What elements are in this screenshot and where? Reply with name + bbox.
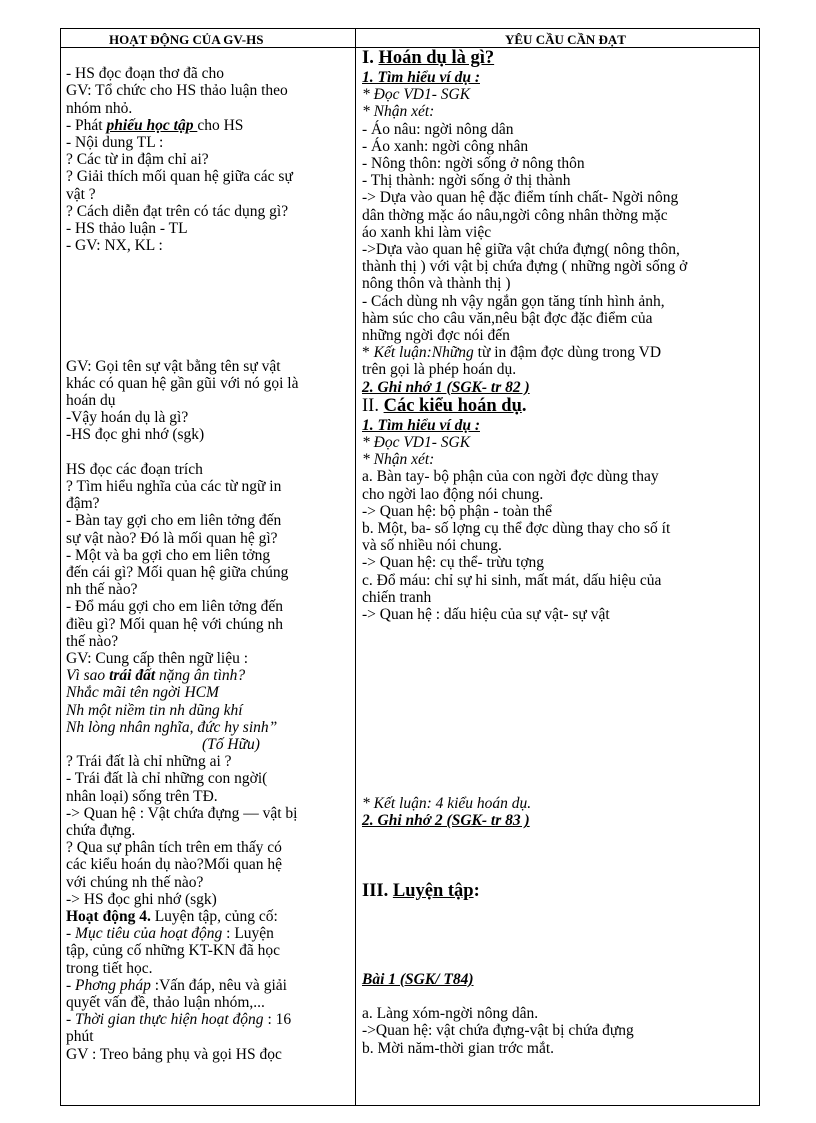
text-line: những ngời đợc nói đến (362, 327, 510, 345)
text-line: GV: Gọi tên sự vật bằng tên sự vật (66, 357, 281, 375)
text-line: đến cái gì? Mối quan hệ giữa chúng (66, 563, 289, 581)
poem-line: Nhắc mãi tên ngời HCM (66, 684, 219, 702)
text-line: - Một và ba gợi cho em liên tởng (66, 546, 271, 564)
text-line: - Phơng pháp :Vấn đáp, nêu và giải (66, 976, 287, 994)
text-line: ? Cách diễn đạt trên có tác dụng gì? (66, 202, 289, 220)
text-line: ->Dựa vào quan hệ giữa vật chứa đựng( nông thôn, (362, 241, 680, 259)
text-line: điều gì? Mối quan hệ với chúng nh (66, 615, 283, 633)
text-line: - Cách dùng nh vậy ngắn gọn tăng tính hình ảnh, (362, 292, 665, 310)
text-line: áo xanh khi làm việc (362, 223, 492, 241)
text-line: hàm súc cho câu văn,nêu bật đợc đặc điểm của (362, 309, 653, 327)
text-line: trong tiết học. (66, 959, 153, 977)
text-line: * Kết luận:Những từ in đậm đợc dùng trong VD (362, 344, 662, 362)
text-line: sự vật nào? Đó là mối quan hệ gì? (66, 529, 278, 547)
text-line: b. Mời năm-thời gian trớc mắt. (362, 1039, 555, 1057)
subheading: 1. Tìm hiểu ví dụ : (362, 416, 480, 434)
text-line: - GV: NX, KL : (66, 237, 163, 255)
subheading: 1. Tìm hiểu ví dụ : (362, 69, 480, 86)
poem-author: (Tố Hữu) (202, 736, 260, 753)
text-line: tập, củng cố những KT-KN đã học (66, 942, 281, 960)
text-line: -> Quan hệ: bộ phận - toàn thể (362, 502, 552, 520)
text-line: -> Quan hệ: cụ thể- trừu tợng (362, 554, 545, 572)
text-line: b. Một, ba- số lợng cụ thể đợc dùng thay cho số ít (362, 520, 671, 538)
text-line: -> HS đọc ghi nhớ (sgk) (66, 890, 217, 908)
text-line: các kiểu hoán dụ nào?Mối quan hệ (66, 856, 283, 874)
text-line: đậm? (66, 495, 100, 513)
text-line: khác có quan hệ gần gũi với nó gọi là (66, 374, 299, 392)
memo-heading: 2. Ghi nhớ 2 (SGK- tr 83 ) (362, 812, 530, 830)
text-line: GV : Treo bảng phụ và gọi HS đọc (66, 1045, 282, 1063)
text-line: thế nào? (66, 632, 119, 650)
text-line: thành thị ) với vật bị chứa đựng ( những ngời sống ở (362, 258, 688, 276)
text-line: - HS thảo luận - TL (66, 220, 188, 238)
text-line: vật ? (66, 185, 96, 203)
text-line: - Thị thành: ngời sống ở thị thành (362, 172, 571, 190)
text-line: a. Làng xóm-ngời nông dân. (362, 1005, 539, 1023)
text-line: và số nhiều nói chung. (362, 537, 502, 555)
requirements-column (362, 48, 757, 1057)
text-line: ? Trái đất là chỉ những ai ? (66, 753, 232, 771)
text-line: dân thờng mặc áo nâu,ngời công nhân thờng mặc (362, 206, 668, 224)
text-line: - Áo nâu: ngời nông dân (362, 120, 514, 138)
section-heading-2: II. Các kiểu hoán dụ. (362, 395, 527, 416)
text-line: a. Bàn tay- bộ phận của con ngời đợc dùng thay (362, 468, 659, 486)
text-line: nhóm nhỏ. (66, 99, 133, 117)
text-line: nhân loại) sống trên TĐ. (66, 787, 218, 805)
worksheet-term: phiếu học tập (106, 116, 198, 134)
text-line: -> Dựa vào quan hệ đặc điểm tính chất- Ngời nông (362, 189, 679, 207)
text-line: - Bàn tay gợi cho em liên tởng đến (66, 512, 282, 530)
activities-column (66, 48, 351, 1063)
memo-heading: 2. Ghi nhớ 1 (SGK- tr 82 ) (362, 378, 530, 396)
text-line: GV: Tổ chức cho HS thảo luận theo (66, 82, 288, 100)
poem-line: Nh một niềm tin nh dũng khí (66, 701, 243, 719)
text-line: * Nhận xét: (362, 103, 435, 121)
text-line: - Trái đất là chỉ những con ngời( (66, 770, 268, 788)
section-heading-1: I. Hoán dụ là gì? (362, 48, 495, 68)
header-teacher-student-activities: HOẠT ĐỘNG CỦA GV-HS (109, 32, 264, 47)
text-line: -> Quan hệ : dấu hiệu của sự vật- sự vật (362, 606, 610, 624)
lesson-plan-table (60, 28, 760, 1106)
text-line: phút (66, 1028, 94, 1046)
text-line: quyết vấn đề, thảo luận nhóm,... (66, 994, 265, 1012)
text-line: ->Quan hệ: vật chứa đựng-vật bị chứa đựng (362, 1022, 634, 1040)
table-header (61, 29, 759, 48)
text-line: ? Giải thích mối quan hệ giữa các sự (66, 168, 293, 186)
poem-line: Vì sao trái đất nặng ân tình? (66, 667, 246, 685)
section-heading-3: III. Luyện tập: (362, 881, 480, 902)
text-line: cho ngời lao động nói chung. (362, 485, 544, 503)
text-line: -HS đọc ghi nhớ (sgk) (66, 426, 205, 444)
activity-heading: Hoạt động 4. Luyện tập, củng cố: (66, 908, 278, 926)
text-line: - Thời gian thực hiện hoạt động : 16 (66, 1011, 292, 1029)
text-line: - Nội dung TL : (66, 134, 164, 151)
text-line: -> Quan hệ : Vật chứa đựng — vật bị (66, 804, 298, 822)
column-divider (355, 29, 356, 1105)
text-line: GV: Cung cấp thên ngữ liệu : (66, 649, 249, 667)
text-line: -Vậy hoán dụ là gì? (66, 409, 189, 427)
text-line: ? Tìm hiểu nghĩa của các từ ngữ in (66, 477, 282, 495)
text-line: với chúng nh thế nào? (66, 873, 204, 891)
text-line: chiến tranh (362, 588, 432, 606)
text-line: * Đọc VD1- SGK (362, 434, 471, 452)
text-line: * Đọc VD1- SGK (362, 86, 471, 104)
text-line: nh thế nào? (66, 581, 138, 599)
text-line: - HS đọc đoạn thơ đã cho (66, 65, 224, 83)
text-line: - Mục tiêu của hoạt động : Luyện (66, 925, 274, 943)
text-line: ? Qua sự phân tích trên em thấy có (66, 839, 282, 857)
text-line: HS đọc các đoạn trích (66, 460, 203, 478)
text-line: ? Các từ in đậm chỉ ai? (66, 151, 209, 169)
header-requirements: YÊU CẦU CẦN ĐẠT (505, 32, 626, 47)
conclusion-line: * Kết luận: 4 kiểu hoán dụ. (362, 795, 532, 813)
text-line: chứa đựng. (66, 822, 136, 840)
text-line: nông thôn và thành thị ) (362, 275, 511, 293)
text-line: c. Đổ máu: chỉ sự hi sinh, mất mát, dấu hiệu của (362, 571, 662, 589)
poem-line: Nh lòng nhân nghĩa, đức hy sinh” (66, 718, 278, 736)
text-line: trên gọi là phép hoán dụ. (362, 361, 517, 379)
exercise-heading: Bài 1 (SGK/ T84) (362, 970, 474, 988)
text-line: - Nông thôn: ngời sống ở nông thôn (362, 155, 585, 173)
text-line: hoán dụ (66, 391, 116, 409)
text-line: * Nhận xét: (362, 451, 435, 469)
text-line: - Đổ máu gợi cho em liên tởng đến (66, 598, 283, 616)
text-line: - Áo xanh: ngời công nhân (362, 137, 529, 155)
text-line: - Phát phiếu học tập cho HS (66, 116, 244, 134)
